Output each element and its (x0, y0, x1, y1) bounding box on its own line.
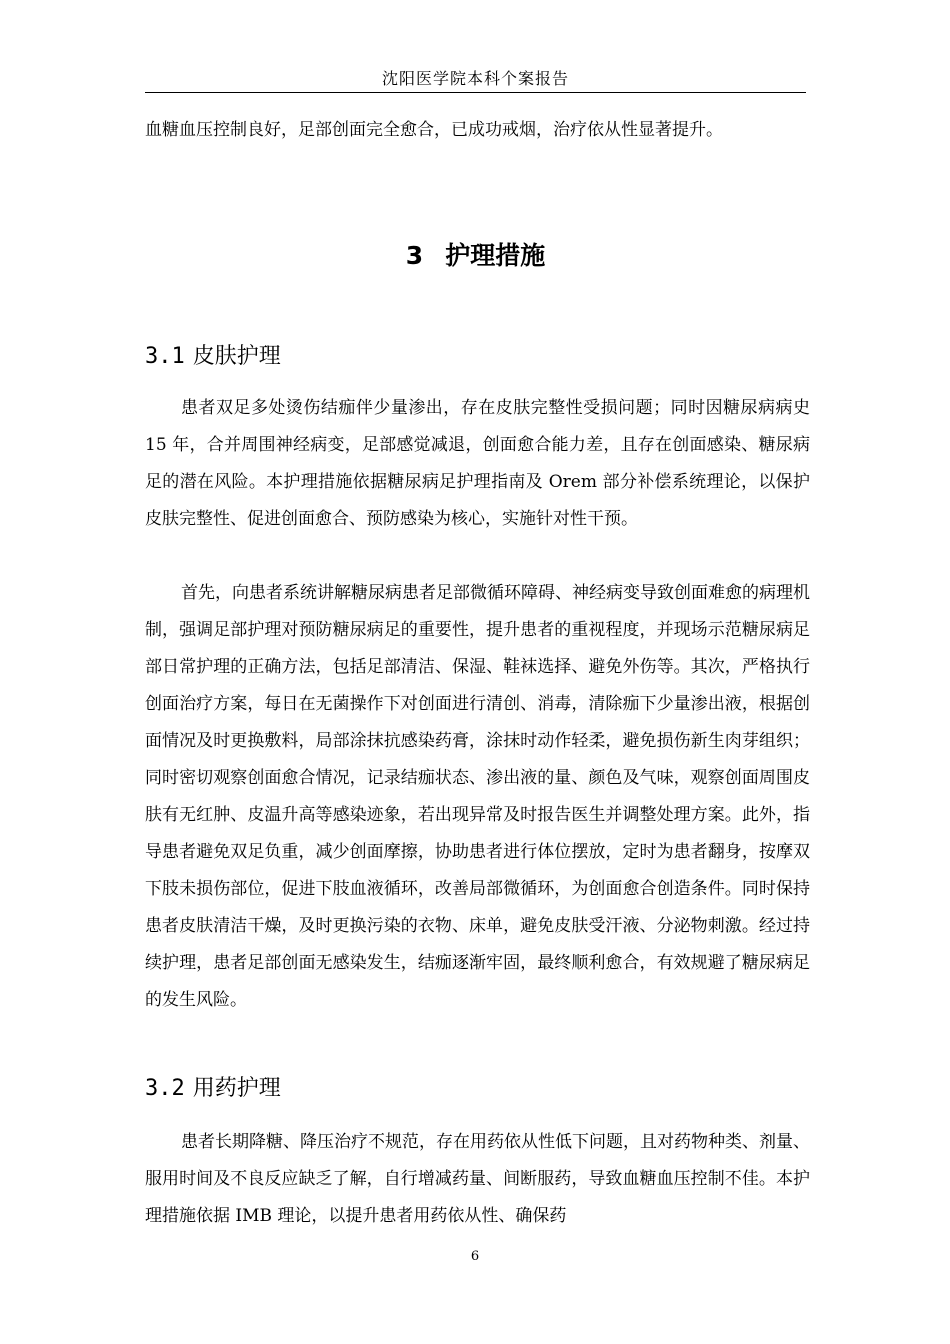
intro-paragraph: 血糖血压控制良好，足部创面完全愈合，已成功戒烟，治疗依从性显著提升。 (145, 120, 723, 140)
chapter-title-text: 护理措施 (445, 241, 546, 270)
chapter-title (145, 236, 806, 276)
section-title-medication-care (145, 1072, 281, 1106)
body-paragraph: 首先，向患者系统讲解糖尿病患者足部微循环障碍、神经病变导致创面难愈的病理机制，强调足部护理对预防糖尿病足的重要性，提升患者的重视程度，并现场示范糖尿病足部日常护理的正确方法，包括足部清洁、保湿、鞋袜选择、避免外伤等。其次，严格执行创面治疗方案，每日在无菌操作下对创面进行清创、消毒，清除痂下少量渗出液，根据创面情况及时更换敷料，局部涂抹抗感染药膏，涂抹时动作轻柔，避免损伤新生肉芽组织；同时密切观察创面愈合情况，记录结痂状态、渗出液的量、颜色及气味，观察创面周围皮肤有无红肿、皮温升高等感染迹象，若出现异常及时报告医生并调整处理方案。此外，指导患者避免双足负重，减少创面摩擦，协助患者进行体位摆放，定时为患者翻身，按摩双下肢未损伤部位，促进下肢血液循环，改善局部微循环，为创面愈合创造条件。同时保持患者皮肤清洁干燥，及时更换污染的衣物、床单，避免皮肤受汗液、分泌物刺激。经过持续护理，患者足部创面无感染发生，结痂逐渐牢固，最终顺利愈合，有效规避了糖尿病足的发生风险。 (145, 583, 810, 1010)
chapter-number: 3 (405, 241, 424, 270)
running-header: 沈阳医学院本科个案报告 (145, 66, 806, 93)
page-number: 6 (470, 1249, 480, 1264)
section-number: 3.1 (145, 344, 185, 369)
section-title-text: 用药护理 (192, 1076, 281, 1101)
body-paragraph: 患者双足多处烫伤结痂伴少量渗出，存在皮肤完整性受损问题；同时因糖尿病病史 15 年，合并周围神经病变，足部感觉减退，创面愈合能力差，且存在创面感染、糖尿病足的潜在风险。本护理措施依据糖尿病足护理指南及 Orem 部分补偿系统理论，以保护皮肤完整性、促进创面愈合、预防感染为核心，实施针对性干预。 (145, 398, 810, 529)
body-paragraph: 患者长期降糖、降压治疗不规范，存在用药依从性低下问题，且对药物种类、剂量、服用时间及不良反应缺乏了解，自行增减药量、间断服药，导致血糖血压控制不佳。本护理措施依据 IMB 理论，以提升患者用药依从性、确保药 (145, 1132, 810, 1226)
section-title-skin-care (145, 340, 281, 374)
section-title-text: 皮肤护理 (192, 344, 281, 369)
section-number: 3.2 (145, 1076, 185, 1101)
